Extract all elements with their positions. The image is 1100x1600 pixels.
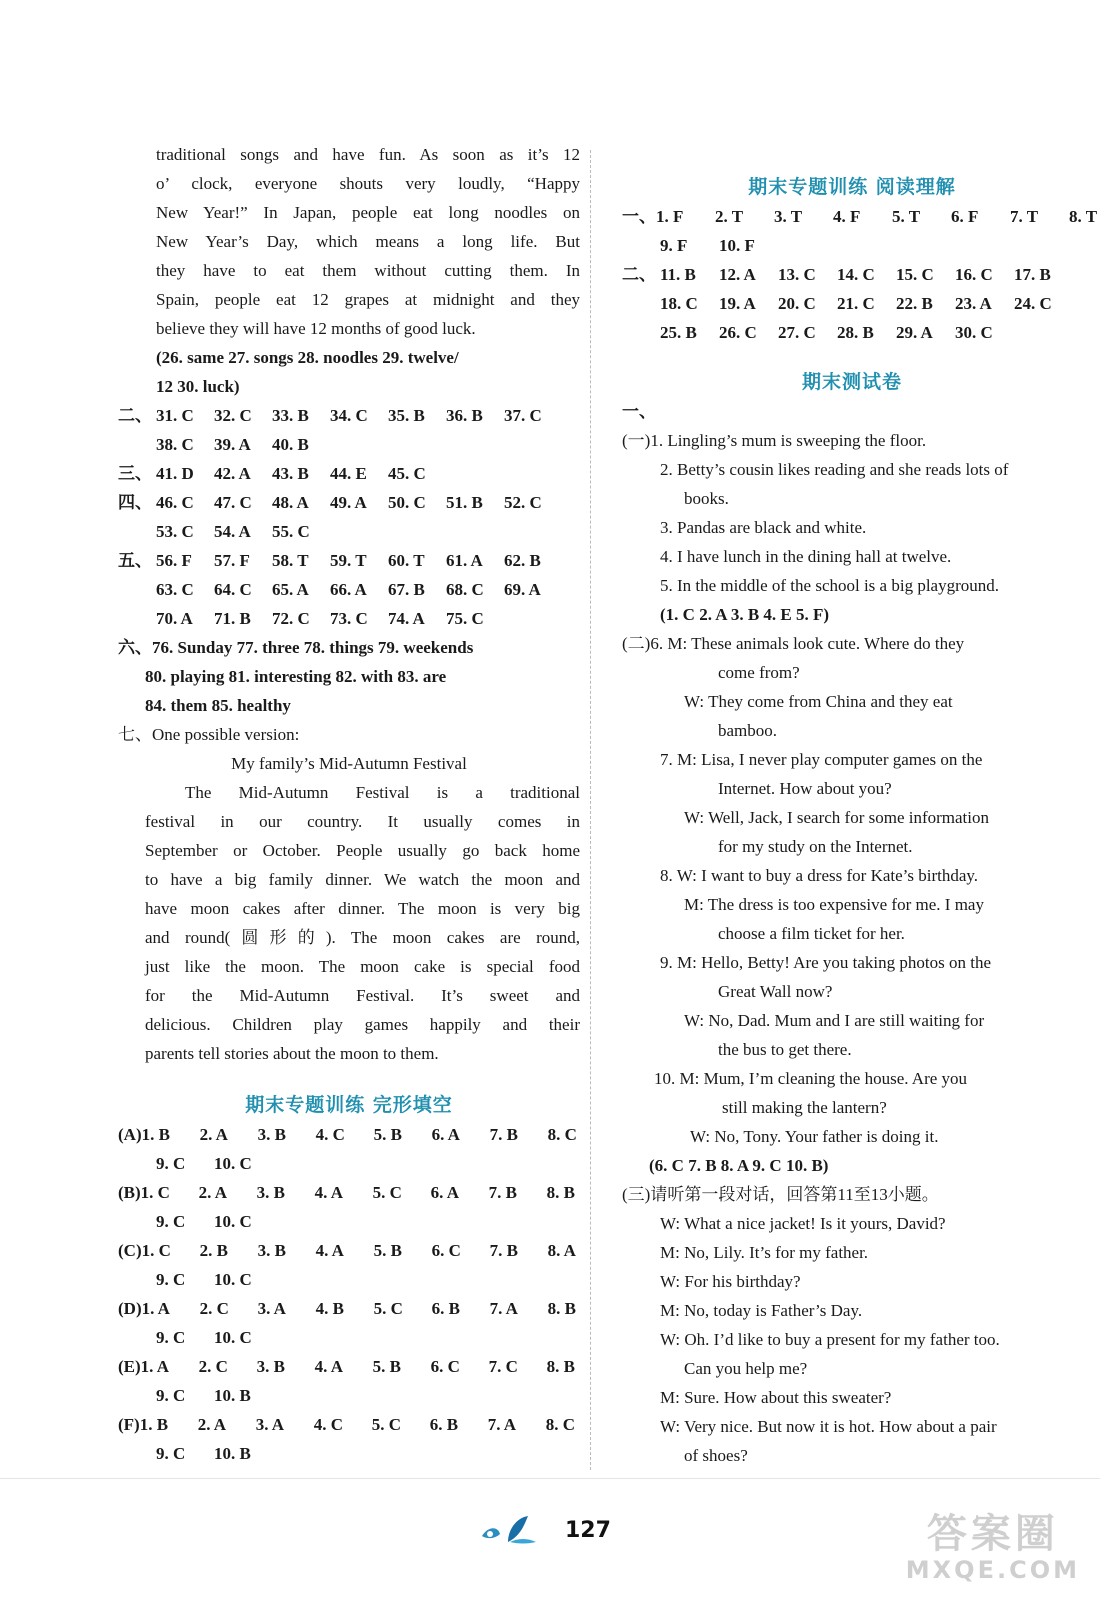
answer-item: 25. B (660, 323, 697, 342)
answer-item: 7. T (1010, 207, 1039, 226)
part3-d5b: Can you help me? (684, 1359, 808, 1378)
answers-26-30-cont: 12 30. luck) (156, 377, 240, 396)
answer-item: 4. F (833, 207, 861, 226)
answer-item: 13. C (778, 265, 816, 284)
answers-26-30: (26. same 27. songs 28. noodles 29. twelve/ (156, 348, 459, 367)
answer-item: 43. B (272, 464, 309, 483)
passage (118, 140, 580, 314)
answer-item: 28. B (837, 323, 874, 342)
answer-item: 64. C (214, 580, 252, 599)
answer-item: 69. A (504, 580, 541, 599)
row-label (118, 430, 156, 459)
part1-line2b: books. (684, 489, 729, 508)
reading-answers (622, 202, 1098, 347)
part1-line5: 5. In the middle of the school is a big playground. (660, 576, 999, 595)
part2-10c: W: No, Tony. Your father is doing it. (690, 1127, 939, 1146)
answer-item: 40. B (272, 435, 309, 454)
row-label: (F) (118, 1415, 140, 1434)
part2-6b: come from? (718, 663, 800, 682)
row-label (118, 1265, 156, 1294)
row-label (118, 1439, 156, 1468)
answer-row (118, 401, 580, 430)
answer-item: 9. C (156, 1154, 186, 1173)
answer-item: 11. B (660, 265, 696, 284)
cloze-row (118, 1439, 580, 1468)
reading-row (622, 202, 1098, 231)
answer-item: 8. T (1069, 207, 1098, 226)
part1-line3: 3. Pandas are black and white. (660, 518, 867, 537)
answer-item: 7. C (488, 1357, 518, 1376)
part2-7b: Internet. How about you? (718, 779, 892, 798)
answer-item: 1. F (656, 207, 684, 226)
answer-item: 62. B (504, 551, 541, 570)
reading-row (622, 260, 1082, 289)
part1-line2: 2. Betty’s cousin likes reading and she reads lots of (660, 460, 1009, 479)
test-title: 期末测试卷 (801, 371, 902, 393)
answer-item: 5. C (371, 1415, 401, 1434)
answer-item: 5. C (373, 1299, 403, 1318)
answer-item: 2. T (715, 207, 744, 226)
answer-item: 2. A (198, 1183, 228, 1202)
page-number: 127 (565, 1518, 611, 1543)
essay-line: and round(圆形的). The moon cakes are round, (145, 928, 580, 947)
cloze-row (118, 1236, 580, 1265)
row-label: 五、 (118, 551, 152, 570)
row-label (118, 604, 156, 633)
answer-item: 45. C (388, 464, 426, 483)
answer-item: 1. B (139, 1415, 169, 1434)
part2-6a: (二)6. M: These animals look cute. Where do they (622, 634, 965, 653)
answer-item: 22. B (896, 294, 933, 313)
answer-item: 8. B (546, 1183, 576, 1202)
answer-rows (118, 401, 580, 633)
part2-8c: choose a film ticket for her. (718, 924, 905, 943)
answer-item: 4. A (315, 1241, 344, 1260)
essay-line: have moon cakes after dinner. The moon is very big (145, 899, 580, 918)
row-label: (D) (118, 1299, 142, 1318)
answer-item: 1. A (141, 1299, 170, 1318)
answer-row (118, 575, 580, 604)
answer-item: 4. A (314, 1183, 344, 1202)
cloze-answers (118, 1120, 580, 1468)
answer-item: 9. C (156, 1270, 186, 1289)
answer-item: 60. T (388, 551, 425, 570)
part2-6c: W: They come from China and they eat (684, 692, 953, 711)
answer-item: 14. C (837, 265, 875, 284)
answer-item: 31. C (156, 406, 194, 425)
answer-item: 35. B (388, 406, 425, 425)
answer-item: 6. C (430, 1357, 460, 1376)
answer-item: 3. A (257, 1299, 286, 1318)
right-column (622, 140, 1098, 1470)
essay-line: to have a big family dinner. We watch the moon and (145, 870, 580, 889)
answer-item: 10. C (214, 1270, 252, 1289)
part2-answers: (6. C 7. B 8. A 9. C 10. B) (649, 1156, 829, 1175)
answer-item: 32. C (214, 406, 252, 425)
answer-item: 8. C (547, 1125, 577, 1144)
answer-item: 7. A (489, 1299, 518, 1318)
cloze-row (118, 1120, 580, 1149)
part3-d1: W: What a nice jacket! Is it yours, David? (660, 1214, 946, 1233)
watermark-line2: MXQE.COM (905, 1556, 1080, 1584)
answer-item: 59. T (330, 551, 367, 570)
answer-item: 37. C (504, 406, 542, 425)
answer-item: 58. T (272, 551, 309, 570)
answer-item: 36. B (446, 406, 483, 425)
answer-item: 6. B (431, 1299, 460, 1318)
answer-item: 2. C (198, 1357, 228, 1376)
answer-item: 10. C (214, 1154, 252, 1173)
cloze-row (118, 1294, 580, 1323)
answer-row (118, 430, 580, 459)
answer-row (118, 488, 580, 517)
watermark (906, 1512, 1080, 1584)
answer-item: 38. C (156, 435, 194, 454)
answer-item: 6. B (429, 1415, 459, 1434)
answer-item: 42. A (214, 464, 251, 483)
answer-item: 3. B (256, 1183, 286, 1202)
row-label: (B) (118, 1183, 141, 1202)
answer-item: 50. C (388, 493, 426, 512)
cloze-row (118, 1410, 580, 1439)
watermark-line1: 答案圈 (926, 1511, 1059, 1557)
answer-item: 19. A (719, 294, 756, 313)
answer-item: 5. B (373, 1125, 402, 1144)
part2-10a: 10. M: Mum, I’m cleaning the house. Are you (654, 1069, 968, 1088)
section-six-line2: 80. playing 81. interesting 82. with 83. are (145, 667, 447, 686)
part3-d5: W: Oh. I’d like to buy a present for my father too. (660, 1330, 1000, 1349)
essay-line: September or October. People usually go back home (145, 841, 580, 860)
answer-item: 6. F (951, 207, 979, 226)
answer-item: 44. E (330, 464, 367, 483)
section-seven-label: 七、One possible version: (118, 725, 300, 744)
answer-item: 57. F (214, 551, 250, 570)
answer-item: 10. C (214, 1212, 252, 1231)
answer-item: 24. C (1014, 294, 1052, 313)
answer-item: 70. A (156, 609, 193, 628)
answer-item: 66. A (330, 580, 367, 599)
answer-item: 3. A (255, 1415, 285, 1434)
answer-item: 5. C (372, 1183, 402, 1202)
answer-item: 71. B (214, 609, 251, 628)
answer-item: 30. C (955, 323, 993, 342)
part3-d7b: of shoes? (684, 1446, 748, 1465)
answer-row (118, 604, 580, 633)
row-label (622, 289, 660, 318)
cloze-row (118, 1265, 580, 1294)
answer-item: 2. A (199, 1125, 228, 1144)
reading-row (622, 318, 1082, 347)
answer-item: 1. A (140, 1357, 170, 1376)
answer-item: 67. B (388, 580, 425, 599)
answer-item: 41. D (156, 464, 194, 483)
row-label: 三、 (118, 464, 152, 483)
answer-item: 2. C (199, 1299, 229, 1318)
reading-title: 期末专题训练 阅读理解 (748, 176, 956, 198)
part2-9b: Great Wall now? (718, 982, 833, 1001)
butterfly-logo-icon (478, 1512, 542, 1546)
answer-item: 53. C (156, 522, 194, 541)
part3-d3: W: For his birthday? (660, 1272, 801, 1291)
part3-d7: W: Very nice. But now it is hot. How about a pair (660, 1417, 997, 1436)
part2-6d: bamboo. (718, 721, 778, 740)
row-label: 二、 (622, 265, 656, 284)
column-divider (590, 150, 591, 1470)
part2-9c: W: No, Dad. Mum and I are still waiting for (684, 1011, 985, 1030)
answer-item: 8. B (547, 1299, 576, 1318)
section-one-label: 一、 (622, 402, 656, 421)
part3-d4: M: No, today is Father’s Day. (660, 1301, 863, 1320)
answer-item: 7. B (489, 1241, 518, 1260)
cloze-row (118, 1381, 580, 1410)
part1-line1: (一)1. Lingling’s mum is sweeping the floor. (622, 431, 927, 450)
answer-item: 3. T (774, 207, 803, 226)
answer-item: 17. B (1014, 265, 1051, 284)
essay-line: just like the moon. The moon cake is special food (145, 957, 580, 976)
answer-item: 2. A (197, 1415, 227, 1434)
part2-7d: for my study on the Internet. (718, 837, 913, 856)
essay-line: for the Mid-Autumn Festival. It’s sweet and (145, 986, 580, 1005)
answer-item: 15. C (896, 265, 934, 284)
answer-item: 4. C (315, 1125, 345, 1144)
answer-item: 20. C (778, 294, 816, 313)
answer-item: 9. C (156, 1328, 186, 1347)
answer-item: 39. A (214, 435, 251, 454)
part1-line4: 4. I have lunch in the dining hall at twelve. (660, 547, 952, 566)
answer-item: 5. B (373, 1241, 402, 1260)
answer-item: 23. A (955, 294, 992, 313)
passage-line: Spain, people eat 12 grapes at midnight and they (156, 290, 580, 309)
answer-item: 9. C (156, 1212, 186, 1231)
answer-item: 56. F (156, 551, 192, 570)
answer-item: 29. A (896, 323, 933, 342)
answer-item: 6. A (430, 1183, 460, 1202)
essay-line: delicious. Children play games happily and their (145, 1015, 580, 1034)
answer-item: 10. B (214, 1386, 251, 1405)
answer-item: 4. C (313, 1415, 343, 1434)
row-label: 四、 (118, 493, 152, 512)
answer-row (118, 459, 580, 488)
answer-item: 9. F (660, 236, 688, 255)
answer-item: 63. C (156, 580, 194, 599)
essay-title: My family’s Mid-Autumn Festival (231, 754, 467, 773)
answer-item: 3. B (256, 1357, 286, 1376)
essay-line: festival in our country. It usually comes in (145, 812, 580, 831)
cloze-row (118, 1323, 580, 1352)
reading-row (622, 231, 1082, 260)
part2-7c: W: Well, Jack, I search for some information (684, 808, 990, 827)
row-label: 一、 (622, 207, 656, 226)
passage-line: o’ clock, everyone shouts very loudly, “Happy (156, 174, 580, 193)
essay-last-line: parents tell stories about the moon to them. (145, 1044, 439, 1063)
answer-item: 10. F (719, 236, 755, 255)
cloze-row (118, 1207, 580, 1236)
part2-8b: M: The dress is too expensive for me. I may (684, 895, 984, 914)
answer-item: 65. A (272, 580, 309, 599)
answer-item: 18. C (660, 294, 698, 313)
answer-item: 55. C (272, 522, 310, 541)
answer-item: 9. C (156, 1386, 186, 1405)
answer-item: 3. B (257, 1125, 286, 1144)
part2-8a: 8. W: I want to buy a dress for Kate’s birthday. (660, 866, 979, 885)
passage-last-line: believe they will have 12 months of good luck. (156, 319, 476, 338)
row-label: (E) (118, 1357, 141, 1376)
answer-item: 46. C (156, 493, 194, 512)
passage-line: they have to eat them without cutting them. In (156, 261, 580, 280)
row-label (118, 1149, 156, 1178)
answer-item: 74. A (388, 609, 425, 628)
answer-item: 72. C (272, 609, 310, 628)
reading-row (622, 289, 1082, 318)
answer-item: 54. A (214, 522, 251, 541)
essay (118, 778, 580, 1039)
answer-item: 6. A (431, 1125, 460, 1144)
passage-line: New Year’s Day, which means a long life. But (156, 232, 580, 251)
answer-item: 1. C (141, 1241, 171, 1260)
cloze-row (118, 1149, 580, 1178)
part3-d2: M: No, Lily. It’s for my father. (660, 1243, 869, 1262)
cloze-row (118, 1178, 580, 1207)
answer-item: 7. B (488, 1183, 518, 1202)
answer-item: 5. B (372, 1357, 402, 1376)
answer-item: 10. C (214, 1328, 252, 1347)
answer-item: 52. C (504, 493, 542, 512)
answer-row (118, 546, 580, 575)
answer-item: 7. B (489, 1125, 518, 1144)
row-label: (C) (118, 1241, 142, 1260)
answer-row (118, 517, 580, 546)
answer-item: 1. C (140, 1183, 170, 1202)
answer-item: 4. A (314, 1357, 344, 1376)
answer-item: 47. C (214, 493, 252, 512)
answer-item: 49. A (330, 493, 367, 512)
row-label (118, 517, 156, 546)
part1-answers: (1. C 2. A 3. B 4. E 5. F) (660, 605, 830, 624)
answer-item: 8. B (546, 1357, 576, 1376)
answer-item: 10. B (214, 1444, 251, 1463)
part3-d6: M: Sure. How about this sweater? (660, 1388, 892, 1407)
answer-item: 33. B (272, 406, 309, 425)
part2-10b: still making the lantern? (722, 1098, 887, 1117)
answer-item: 16. C (955, 265, 993, 284)
answer-item: 1. B (141, 1125, 170, 1144)
part2-9a: 9. M: Hello, Betty! Are you taking photos on the (660, 953, 991, 972)
footer-rule (0, 1478, 1100, 1479)
answer-item: 27. C (778, 323, 816, 342)
part3-heading: (三)请听第一段对话，回答第11至13小题。 (622, 1185, 939, 1204)
section-six-line1: 六、76. Sunday 77. three 78. things 79. weekends (118, 638, 474, 657)
answer-item: 21. C (837, 294, 875, 313)
answer-item: 5. T (892, 207, 921, 226)
answer-item: 4. B (315, 1299, 344, 1318)
row-label (118, 575, 156, 604)
answer-item: 73. C (330, 609, 368, 628)
cloze-title: 期末专题训练 完形填空 (245, 1094, 453, 1116)
row-label (118, 1381, 156, 1410)
row-label (622, 231, 660, 260)
answer-item: 68. C (446, 580, 484, 599)
answer-item: 75. C (446, 609, 484, 628)
row-label: (A) (118, 1125, 142, 1144)
answer-item: 3. B (257, 1241, 286, 1260)
answer-item: 34. C (330, 406, 368, 425)
answer-item: 7. A (487, 1415, 517, 1434)
left-column (118, 140, 580, 1468)
row-label (118, 1323, 156, 1352)
answer-item: 48. A (272, 493, 309, 512)
passage-line: traditional songs and have fun. As soon as it’s 12 (156, 145, 580, 164)
section-six-line3: 84. them 85. healthy (145, 696, 291, 715)
answer-item: 8. A (547, 1241, 576, 1260)
cloze-row (118, 1352, 580, 1381)
part2-9d: the bus to get there. (718, 1040, 852, 1059)
answer-item: 8. C (545, 1415, 575, 1434)
answer-item: 6. C (431, 1241, 461, 1260)
answer-item: 2. B (199, 1241, 228, 1260)
passage-line: New Year!” In Japan, people eat long noodles on (156, 203, 580, 222)
essay-line: The Mid-Autumn Festival is a traditional (185, 783, 580, 802)
answer-item: 12. A (719, 265, 756, 284)
part2-7a: 7. M: Lisa, I never play computer games on the (660, 750, 983, 769)
answer-item: 61. A (446, 551, 483, 570)
row-label: 二、 (118, 406, 152, 425)
row-label (622, 318, 660, 347)
answer-item: 26. C (719, 323, 757, 342)
row-label (118, 1207, 156, 1236)
answer-item: 51. B (446, 493, 483, 512)
answer-item: 9. C (156, 1444, 186, 1463)
